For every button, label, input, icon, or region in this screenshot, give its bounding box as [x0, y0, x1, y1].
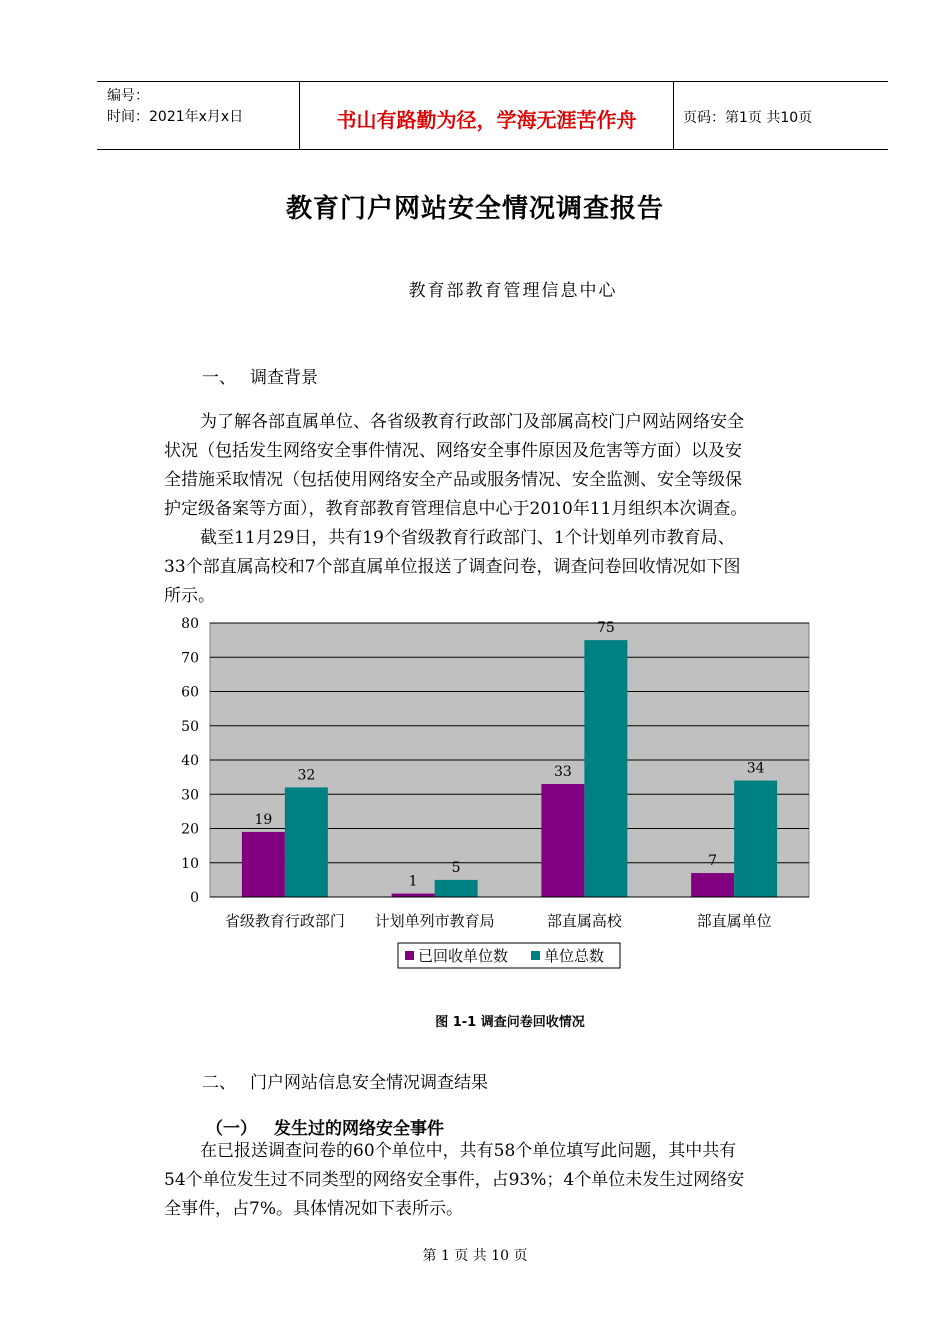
chart-x-axis [225, 912, 772, 930]
bar-value-label: 19 [254, 811, 273, 828]
header-time: 时间：2021年x月x日 [107, 109, 244, 125]
paragraph-line: 54个单位发生过不同类型的网络安全事件，占93%；4个单位未发生过网络安 [164, 1170, 745, 1190]
header-number: 编号： [107, 88, 149, 104]
bar-value-label: 33 [553, 763, 572, 780]
section2-number: 二、 [202, 1073, 236, 1093]
y-tick-label: 80 [181, 616, 199, 632]
page-footer: 第 1 页 共 10 页 [422, 1248, 528, 1264]
y-tick-label: 50 [181, 718, 199, 735]
header-meta [107, 86, 243, 128]
header-page-info: 页码：第1页 共10页 [683, 110, 813, 126]
document-author: 教育部教育管理信息中心 [408, 281, 618, 301]
figure-caption: 图 1-1 调查问卷回收情况 [435, 1015, 585, 1030]
subsection1-paragraph [164, 1137, 824, 1224]
y-tick-label: 0 [190, 890, 199, 906]
bar-total [584, 640, 627, 897]
y-tick-label: 10 [181, 855, 199, 872]
legend-label-total: 单位总数 [544, 947, 605, 965]
bar-value-label: 75 [596, 620, 615, 637]
bar-value-label: 5 [451, 859, 461, 876]
bar-total [285, 787, 328, 897]
section2-title: 门户网站信息安全情况调查结果 [250, 1073, 488, 1093]
bar-value-label: 32 [297, 767, 316, 784]
paragraph-line: 所示。 [164, 586, 215, 606]
bar-returned [242, 832, 285, 897]
paragraph-line: 在已报送调查问卷的60个单位中，共有58个单位填写此问题，其中共有 [200, 1141, 737, 1161]
bar-total [435, 880, 478, 897]
y-tick-label: 40 [181, 753, 199, 769]
chart-legend [398, 943, 620, 968]
survey-return-bar-chart [160, 610, 830, 975]
header-top-rule [97, 81, 888, 82]
bar-value-label: 1 [408, 873, 418, 890]
bar-total [734, 781, 777, 897]
header-bottom-rule [97, 149, 888, 150]
header-motto: 书山有路勤为径，学海无涯苦作舟 [336, 108, 637, 132]
section1-paragraph-1 [164, 408, 824, 524]
bar-returned [691, 873, 734, 897]
section1-title: 调查背景 [250, 368, 318, 388]
y-tick-label: 30 [181, 787, 199, 804]
x-tick-label: 省级教育行政部门 [224, 912, 345, 930]
legend-swatch-returned [405, 951, 414, 960]
header-divider-right [673, 82, 674, 149]
section2-heading [202, 1068, 488, 1093]
legend-label-returned: 已回收单位数 [418, 947, 509, 965]
section1-paragraph-2 [164, 524, 824, 611]
x-tick-label: 部直属高校 [546, 912, 622, 930]
bar-returned [392, 894, 435, 897]
paragraph-line: 33个部直属高校和7个部直属单位报送了调查问卷，调查问卷回收情况如下图 [164, 557, 741, 577]
y-tick-label: 70 [181, 650, 199, 667]
subsection1-number: （一） [206, 1119, 257, 1139]
x-tick-label: 部直属单位 [696, 912, 772, 930]
legend-swatch-total [531, 951, 540, 960]
paragraph-line: 全事件，占7%。具体情况如下表所示。 [164, 1199, 463, 1219]
document-title: 教育门户网站安全情况调查报告 [285, 194, 664, 224]
paragraph-line: 全措施采取情况（包括使用网络安全产品或服务情况、安全监测、安全等级保 [164, 470, 742, 490]
bar-returned [541, 784, 584, 897]
subsection1-title: 发生过的网络安全事件 [274, 1119, 444, 1139]
bar-value-label: 34 [746, 760, 765, 777]
section1-number: 一、 [202, 368, 236, 388]
subsection1-heading [206, 1114, 444, 1139]
paragraph-line: 截至11月29日，共有19个省级教育行政部门、1个计划单列市教育局、 [200, 528, 735, 548]
paragraph-line: 护定级备案等方面），教育部教育管理信息中心于2010年11月组织本次调查。 [164, 499, 748, 519]
y-tick-label: 60 [181, 684, 199, 701]
paragraph-line: 状况（包括发生网络安全事件情况、网络安全事件原因及危害等方面）以及安 [164, 441, 742, 461]
x-tick-label: 计划单列市教育局 [374, 912, 495, 930]
paragraph-line: 为了解各部直属单位、各省级教育行政部门及部属高校门户网站网络安全 [200, 412, 744, 432]
bar-value-label: 7 [708, 853, 718, 870]
section1-heading [202, 363, 318, 388]
chart-y-axis [181, 616, 199, 906]
y-tick-label: 20 [181, 821, 199, 838]
